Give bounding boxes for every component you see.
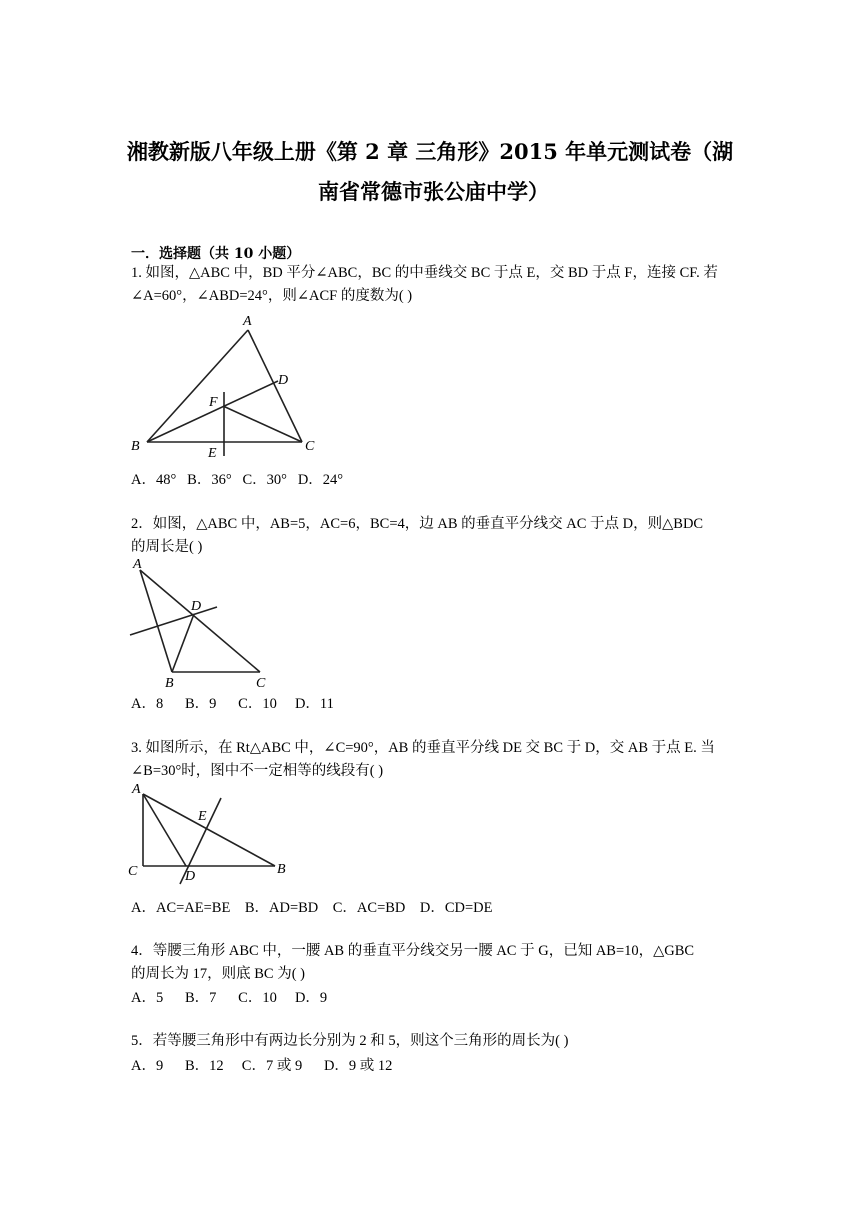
question-5 (131, 1030, 731, 1053)
fig1-segment-fc (223, 406, 302, 442)
fig3-label-a: A (132, 782, 141, 797)
fig3-side-ab (143, 794, 275, 866)
question-3-line1: 3. 如图所示，在 Rt△ABC 中，∠C=90°，AB 的垂直平分线 DE 交 BC 于 D，交 AB 于点 E. 当 (131, 740, 715, 756)
question-1-options: A．48° B．36° C．30° D．24° (131, 472, 344, 488)
question-4 (131, 940, 731, 986)
fig1-label-b: B (131, 439, 140, 454)
question-3 (131, 737, 731, 783)
fig1-label-a: A (243, 314, 252, 329)
fig1-label-e: E (208, 446, 217, 461)
figure-3 (125, 780, 305, 890)
fig3-label-d: D (185, 869, 196, 884)
fig2-side-ab (140, 570, 172, 672)
fig2-label-a: A (133, 557, 142, 572)
fig2-label-b: B (165, 676, 174, 691)
fig2-label-c: C (256, 676, 266, 691)
fig2-side-ac (140, 570, 260, 672)
question-2 (131, 513, 731, 559)
fig3-label-e: E (198, 809, 207, 824)
fig2-label-d: D (191, 599, 202, 614)
fig1-label-f: F (209, 395, 218, 410)
question-2-line2: 的周长是( ) (131, 539, 203, 555)
question-1 (131, 262, 731, 308)
figure-2 (125, 555, 275, 690)
question-2-options: A．8 B．9 C．10 D．11 (131, 696, 334, 712)
fig3-label-b: B (277, 862, 286, 877)
figure-1 (125, 312, 325, 462)
fig1-label-d: D (278, 373, 289, 388)
fig3-segment-ad (143, 794, 186, 866)
fig2-perpendicular-bisector (130, 607, 217, 635)
question-4-line1: 4．等腰三角形 ABC 中，一腰 AB 的垂直平分线交另一腰 AC 于 G，已知 AB=10，△GBC (131, 943, 695, 959)
question-1-line2: ∠A=60°，∠ABD=24°，则∠ACF 的度数为( ) (131, 288, 413, 304)
question-4-options: A．5 B．7 C．10 D．9 (131, 990, 328, 1006)
fig1-segment-bd (147, 381, 278, 442)
fig2-segment-bd (172, 614, 194, 672)
fig1-side-ac (248, 330, 302, 442)
question-5-options: A．9 B．12 C．7 或 9 D．9 或 12 (131, 1058, 393, 1074)
question-3-options: A．AC=AE=BE B．AD=BD C．AC=BD D．CD=DE (131, 900, 493, 916)
fig1-label-c: C (305, 439, 315, 454)
fig3-label-c: C (128, 864, 138, 879)
question-1-line1: 1. 如图，△ABC 中，BD 平分∠ABC，BC 的中垂线交 BC 于点 E，交 BD 于点 F，连接 CF. 若 (131, 265, 718, 281)
document-title-line1: 湘教新版八年级上册《第 2 章 三角形》2015 年单元测试卷（湖 (126, 139, 734, 164)
question-5-line1: 5．若等腰三角形中有两边长分别为 2 和 5，则这个三角形的周长为( ) (131, 1033, 569, 1049)
question-3-line2: ∠B=30°时，图中不一定相等的线段有( ) (131, 763, 384, 779)
section-heading: 一．选择题（共 10 小题） (131, 246, 301, 262)
question-2-line1: 2．如图，△ABC 中，AB=5，AC=6，BC=4，边 AB 的垂直平分线交 AC 于点 D，则△BDC (131, 516, 704, 532)
question-4-line2: 的周长为 17，则底 BC 为( ) (131, 966, 305, 982)
document-title-line2: 南省常德市张公庙中学） (318, 179, 549, 204)
fig1-side-ab (147, 330, 248, 442)
